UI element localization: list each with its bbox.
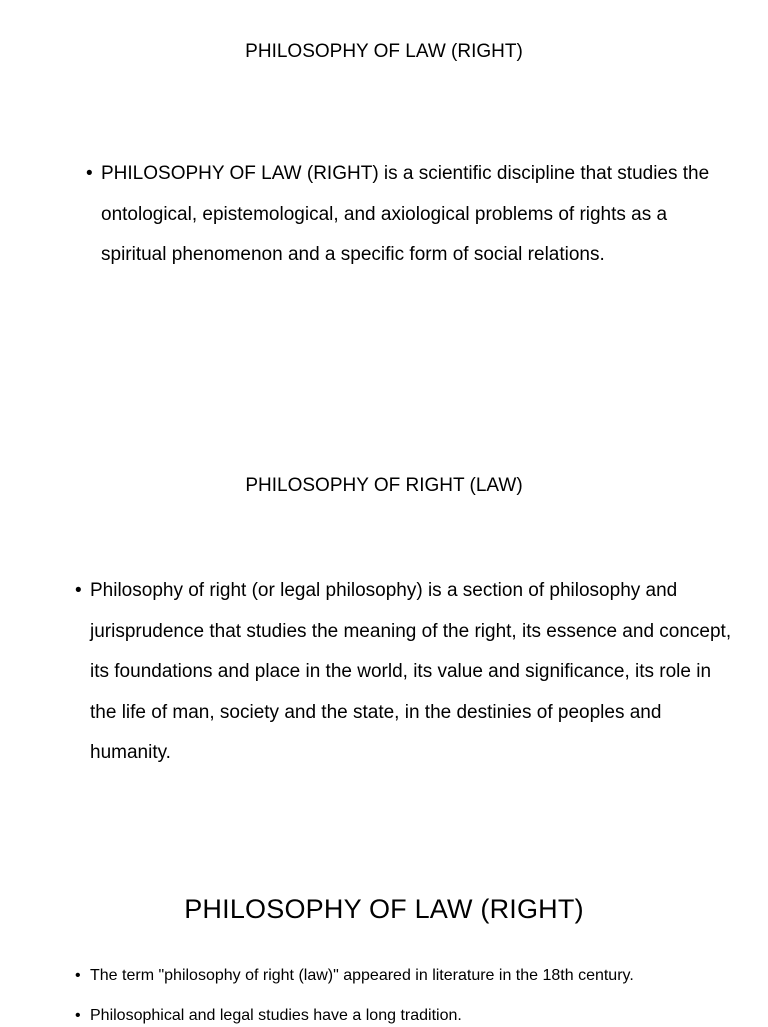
slide-3-title: PHILOSOPHY OF LAW (RIGHT) xyxy=(184,894,584,924)
bullet-text: PHILOSOPHY OF LAW (RIGHT) is a scientific discipline that studies the ontological, epistemological, and axiological problems of rights as a spiritual phenomenon and a specific form of social relations. xyxy=(101,163,710,265)
slide-3-bullet-1 xyxy=(75,965,755,987)
bullet-icon: • xyxy=(75,967,81,984)
bullet-icon: • xyxy=(75,1007,81,1024)
slide-1-title: PHILOSOPHY OF LAW (RIGHT) xyxy=(245,41,523,62)
slide-2-title: PHILOSOPHY OF RIGHT (LAW) xyxy=(245,475,523,496)
bullet-icon: • xyxy=(75,580,82,601)
slide-1-bullet xyxy=(86,154,726,276)
bullet-text: Philosophy of right (or legal philosophy) is a section of philosophy and jurisprudence that studies the meaning of the right, its essence and concept, its foundations and place in the world, its value and significance, its role in the life of man, society and the state, in the destinies of peoples and humanity. xyxy=(90,580,732,763)
bullet-text: The term "philosophy of right (law)" appeared in literature in the 18th century. xyxy=(90,967,634,984)
bullet-text: Philosophical and legal studies have a long tradition. xyxy=(90,1007,462,1024)
slide-2-bullet xyxy=(75,571,735,774)
bullet-icon: • xyxy=(86,163,93,184)
